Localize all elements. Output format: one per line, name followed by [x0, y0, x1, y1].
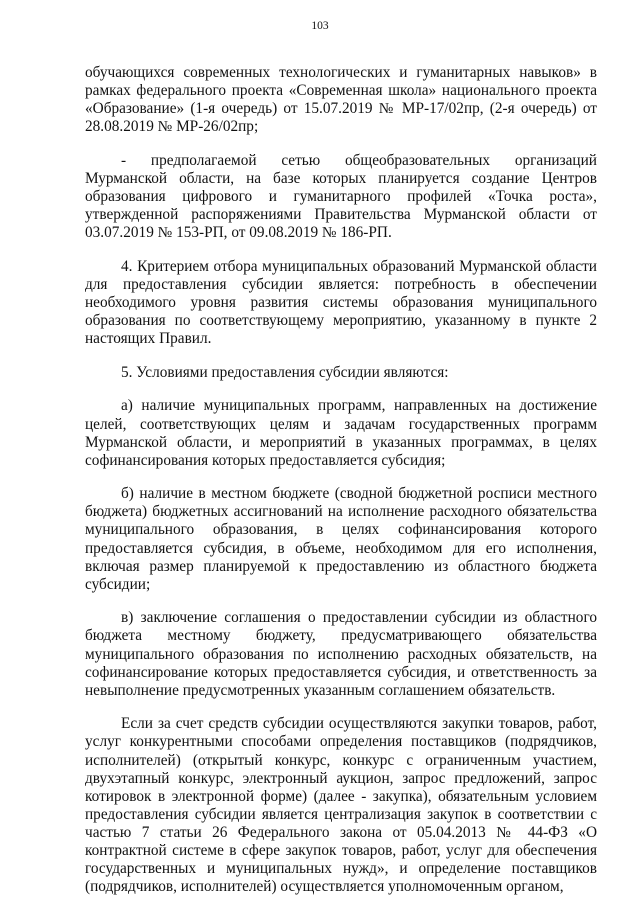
paragraph-item-5a: а) наличие муниципальных программ, направленных на достижение целей, соответствующих целям и задачам государственных программ Мурманской области, и мероприятий в указанных программах, в целях софинансирования которых предоставляется субсидия;: [85, 397, 597, 469]
paragraph-continuation: обучающихся современных технологических и гуманитарных навыков» в рамках федерального проекта «Современная школа» национального проекта «Образование» (1-я очередь) от 15.07.2019 № МР-17/02пр, (2-я очередь) от 28.08.2019 № МР-26/02пр;: [85, 64, 597, 136]
page-number: 103: [311, 20, 329, 32]
paragraph-item-4: 4. Критерием отбора муниципальных образований Мурманской области для предоставления субсидии является: потребность в обеспечении необходимого уровня развития системы образования муниципального образования по соответствующему мероприятию, указанному в пункте 2 настоящих Правил.: [85, 257, 597, 348]
paragraph-item-5v: в) заключение соглашения о предоставлении субсидии из областного бюджета местному бюджету, предусматривающего обязательства муниципального образования по исполнению расходных обязательств, на софинансирование которых предоставляется субсидия, и ответственность за невыполнение предусмотренных указанным соглашением обязательств.: [85, 609, 597, 699]
paragraph-item-5: 5. Условиями предоставления субсидии являются:: [121, 363, 449, 381]
paragraph-item-5b: б) наличие в местном бюджете (сводной бюджетной росписи местного бюджета) бюджетных ассигнований на исполнение расходного обязательства муниципального образования, в целях софинансирования которого предоставляется субсидия, в объеме, необходимом для его исполнения, включая размер планируемой к предоставлению из областного бюджета субсидии;: [85, 485, 597, 593]
paragraph-school-network: - предполагаемой сетью общеобразовательных организаций Мурманской области, на базе которых планируется создание Центров образования цифрового и гуманитарного профилей «Точка роста», утвержденной распоряжениями Правительства Мурманской области от 03.07.2019 № 153-РП, от 09.08.2019 № 186-РП.: [85, 151, 597, 242]
paragraph-procurement: Если за счет средств субсидии осуществляются закупки товаров, работ, услуг конкурентными способами определения поставщиков (подрядчиков, исполнителей) (открытый конкурс, конкурс с ограниченным участием, двухэтапный конкурс, электронный аукцион, запрос предложений, запрос котировок в электронной форме) (далее - закупка), обязательным условием предоставления субсидии является централизация закупок в соответствии с частью 7 статьи 26 Федерального закона от 05.04.2013 № 44-ФЗ «О контрактной системе в сфере закупок товаров, работ, услуг для обеспечения государственных и муниципальных нужд», и определение поставщиков (подрядчиков, исполнителей) осуществляется уполномоченным органом,: [85, 715, 597, 896]
document-body: [85, 64, 597, 912]
